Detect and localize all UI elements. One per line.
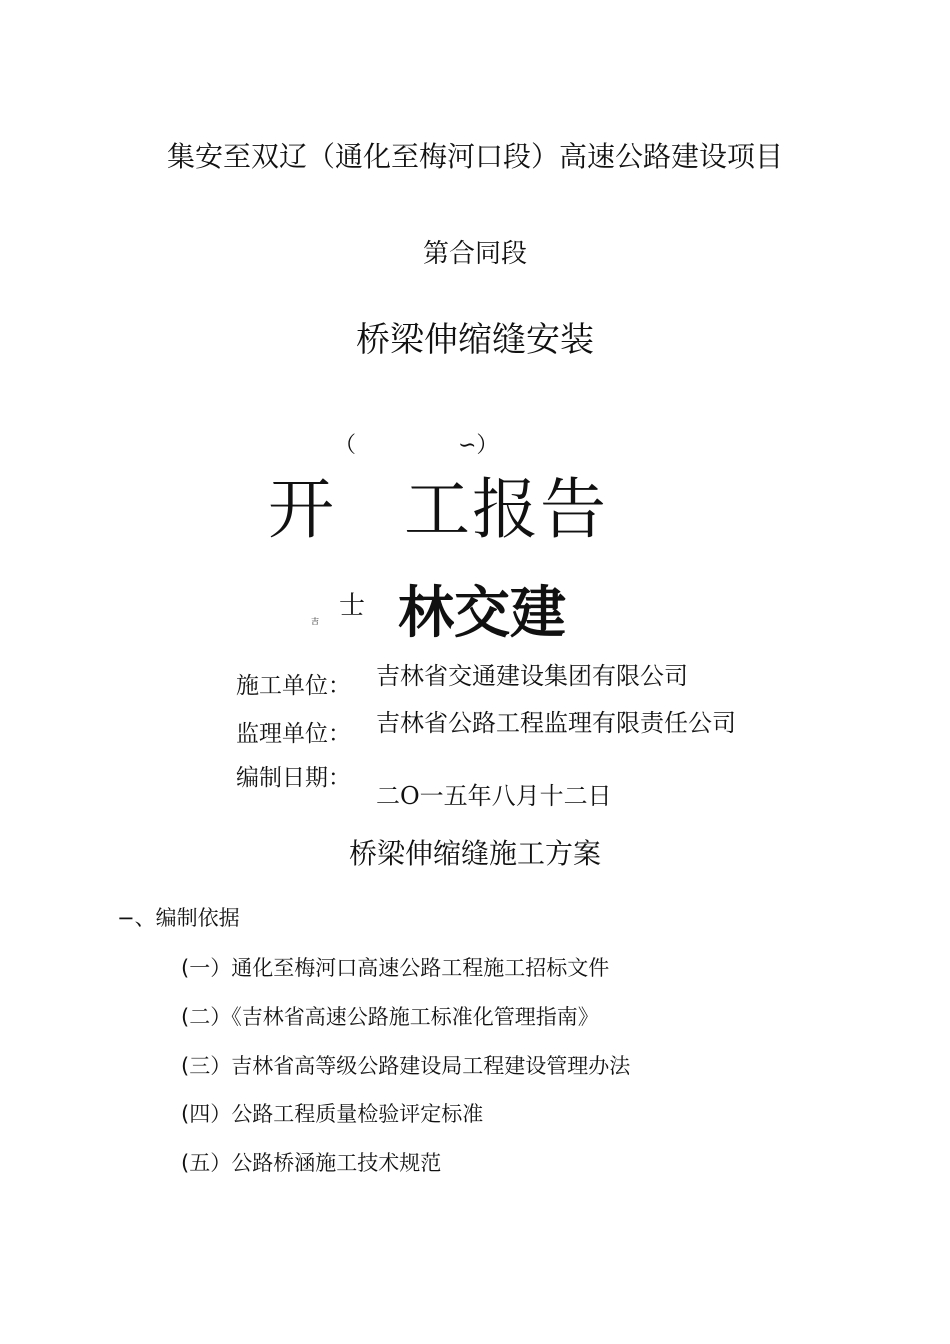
report-main-title: 开 工报告 <box>268 471 608 548</box>
bracket-close: ∽） <box>458 433 499 458</box>
contract-section: 第合同段 <box>422 239 527 269</box>
construction-unit-label: 施工单位： <box>236 673 351 699</box>
list-item: (五）公路桥涵施工技术规范 <box>181 1151 442 1175</box>
list-item: (一）通化至梅河口高速公路工程施工招标文件 <box>181 956 610 980</box>
company-mark-logo-text: 林交建 <box>398 581 566 646</box>
project-title: 集安至双辽（通化至梅河口段）高速公路建设项目 <box>166 140 783 173</box>
date-label: 编制日期： <box>236 765 351 791</box>
list-item: (三）吉林省高等级公路建设局工程建设管理办法 <box>181 1054 631 1078</box>
date-value: 二O一五年八月十二日 <box>376 782 612 810</box>
bracket-open: （ <box>334 433 357 458</box>
company-mark-shi: 士 <box>339 591 366 621</box>
construction-unit-value: 吉林省交通建设集团有限公司 <box>376 662 688 690</box>
section-heading: −、编制依据 <box>117 906 240 930</box>
work-item-title: 桥梁伸缩缝安装 <box>356 320 594 360</box>
plan-title: 桥梁伸缩缝施工方案 <box>348 837 601 870</box>
supervision-unit-value: 吉林省公路工程监理有限责任公司 <box>376 709 736 737</box>
company-mark-small-text: 吉 <box>311 617 319 626</box>
supervision-unit-label: 监理单位： <box>236 721 351 747</box>
list-item: (二）《吉林省高速公路施工标准化管理指南》 <box>181 1005 599 1029</box>
list-item: (四）公路工程质量检验评定标准 <box>181 1102 484 1126</box>
